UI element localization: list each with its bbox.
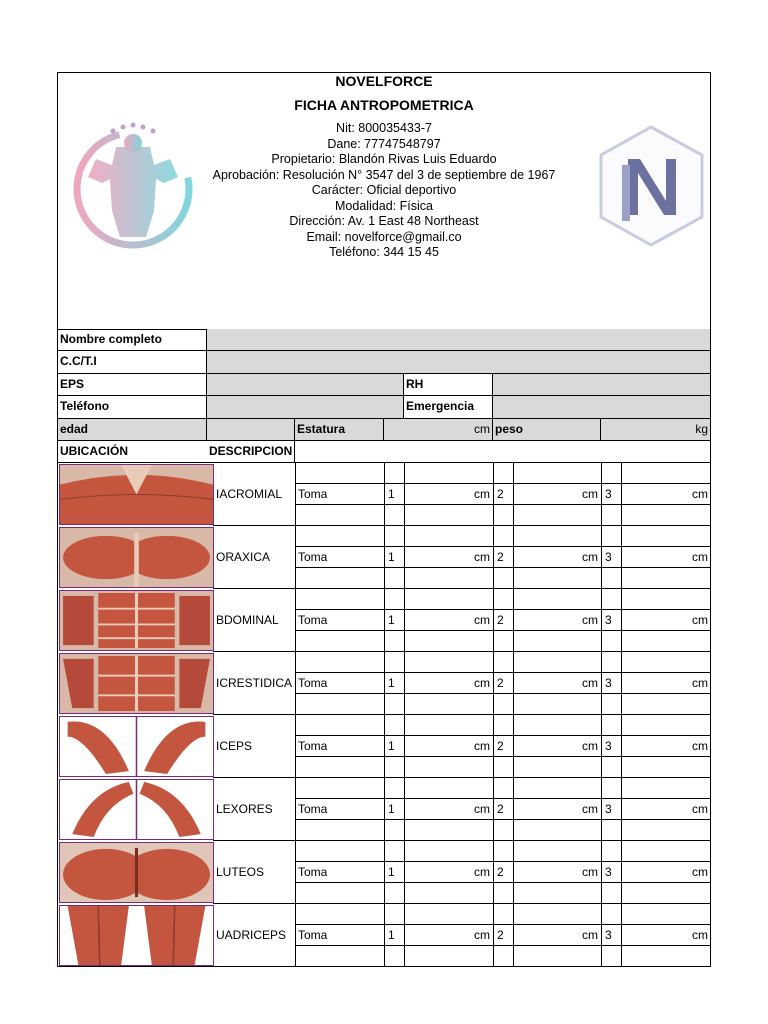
measurement-description: ORAXICA — [216, 550, 271, 564]
take-2-value[interactable]: cm — [582, 676, 598, 690]
take-3-value[interactable]: cm — [692, 802, 708, 816]
peso-unit: kg — [601, 419, 710, 440]
measurement-description: LEXORES — [216, 802, 273, 816]
take-2-value[interactable]: cm — [582, 865, 598, 879]
take-number: 2 — [497, 676, 504, 690]
measurement-description: BDOMINAL — [216, 613, 279, 627]
toma-label: Toma — [298, 865, 328, 879]
take-number: 1 — [388, 676, 395, 690]
take-2-value[interactable]: cm — [582, 487, 598, 501]
row-nombre — [58, 329, 710, 351]
telefono-field[interactable] — [207, 396, 404, 418]
take-number: 1 — [388, 802, 395, 816]
form-title: FICHA ANTROPOMETRICA — [294, 97, 474, 113]
take-2-value[interactable]: cm — [582, 550, 598, 564]
take-number: 3 — [605, 676, 612, 690]
take-1-value[interactable]: cm — [474, 865, 490, 879]
take-1-value[interactable]: cm — [474, 487, 490, 501]
ubicacion-header: UBICACIÓN — [60, 444, 128, 458]
column-divider — [601, 589, 602, 652]
measurement-description: IACROMIAL — [216, 487, 283, 501]
take-number: 1 — [388, 550, 395, 564]
take-1-value[interactable]: cm — [474, 550, 490, 564]
toma-label: Toma — [298, 928, 328, 942]
take-1-value[interactable]: cm — [474, 676, 490, 690]
take-3-value[interactable]: cm — [692, 865, 708, 879]
take-3-value[interactable]: cm — [692, 550, 708, 564]
column-divider — [601, 841, 602, 904]
info-line: Teléfono: 344 15 45 — [329, 245, 439, 259]
cc-field[interactable] — [207, 351, 710, 373]
info-line: Carácter: Oficial deportivo — [311, 183, 457, 197]
eps-field[interactable] — [207, 374, 404, 395]
row-telefono — [58, 396, 710, 419]
rh-field[interactable] — [493, 374, 710, 395]
n-logo-icon — [594, 123, 709, 249]
eps-label: EPS — [58, 374, 207, 395]
take-number: 3 — [605, 487, 612, 501]
row-cc — [58, 351, 710, 374]
take-number: 2 — [497, 802, 504, 816]
take-3-value[interactable]: cm — [692, 487, 708, 501]
info-line: Dane: 77747548797 — [327, 136, 441, 151]
take-number: 2 — [497, 928, 504, 942]
take-3-value[interactable]: cm — [692, 928, 708, 942]
info-line: Modalidad: Física — [335, 198, 433, 213]
column-divider — [384, 652, 385, 715]
take-number: 3 — [605, 928, 612, 942]
toma-label: Toma — [298, 550, 328, 564]
measurement-description: ICEPS — [216, 739, 253, 753]
measurement-row — [58, 778, 710, 841]
estatura-unit: cm — [384, 419, 493, 440]
column-divider — [384, 841, 385, 904]
info-line: Dirección: Av. 1 East 48 Northeast — [289, 214, 479, 228]
take-1-value[interactable]: cm — [474, 928, 490, 942]
descripcion-header: DESCRIPCION — [207, 441, 295, 462]
column-divider — [493, 652, 494, 715]
row-divider — [295, 504, 710, 505]
cc-label: C.C/T.I — [58, 351, 207, 373]
column-divider — [384, 589, 385, 652]
column-divider — [493, 778, 494, 841]
take-number: 1 — [388, 739, 395, 753]
measurement-row — [58, 715, 710, 778]
peso-label: peso — [493, 419, 601, 440]
forearm-icon — [59, 779, 214, 840]
table-header — [58, 441, 710, 463]
gym-logo-icon — [66, 119, 201, 251]
row-divider — [295, 567, 710, 568]
glutes-icon — [59, 842, 214, 903]
take-number: 3 — [605, 865, 612, 879]
take-number: 3 — [605, 739, 612, 753]
biceps-icon — [59, 716, 214, 777]
column-divider — [601, 652, 602, 715]
row-divider — [295, 882, 710, 883]
column-divider — [601, 463, 602, 526]
column-divider — [493, 526, 494, 589]
column-divider — [384, 904, 385, 967]
column-divider — [493, 589, 494, 652]
column-divider — [493, 841, 494, 904]
take-1-value[interactable]: cm — [474, 739, 490, 753]
column-divider — [384, 526, 385, 589]
anthropometric-form — [57, 72, 711, 967]
toma-label: Toma — [298, 676, 328, 690]
take-number: 3 — [605, 613, 612, 627]
emergencia-field[interactable] — [493, 396, 710, 418]
row-divider — [295, 819, 710, 820]
column-divider — [384, 715, 385, 778]
take-2-value[interactable]: cm — [582, 739, 598, 753]
column-divider — [384, 778, 385, 841]
take-number: 3 — [605, 802, 612, 816]
column-divider — [601, 904, 602, 967]
take-1-value[interactable]: cm — [474, 613, 490, 627]
toma-label: Toma — [298, 613, 328, 627]
measurement-description: LUTEOS — [216, 865, 265, 879]
column-divider — [493, 463, 494, 526]
row-eps — [58, 374, 710, 396]
measurement-description: ICRESTIDICA — [216, 676, 293, 690]
toma-label: Toma — [298, 487, 328, 501]
waist-icon — [59, 653, 214, 714]
rh-label: RH — [404, 374, 493, 395]
take-number: 1 — [388, 487, 395, 501]
take-3-value[interactable]: cm — [692, 739, 708, 753]
take-3-value[interactable]: cm — [692, 676, 708, 690]
row-divider — [295, 756, 710, 757]
telefono-label: Teléfono — [58, 396, 207, 418]
form-header — [58, 73, 710, 330]
info-line: Nit: 800035433-7 — [336, 121, 432, 135]
estatura-label: Estatura — [295, 419, 384, 440]
take-3-value[interactable]: cm — [692, 613, 708, 627]
take-2-value[interactable]: cm — [582, 928, 598, 942]
row-divider — [213, 966, 295, 967]
measurement-row — [58, 589, 710, 652]
take-number: 1 — [388, 865, 395, 879]
column-divider — [493, 904, 494, 967]
measurement-row — [58, 652, 710, 715]
measurement-row — [58, 526, 710, 589]
take-number: 2 — [497, 550, 504, 564]
take-number: 2 — [497, 865, 504, 879]
row-edad — [58, 419, 710, 441]
column-divider — [384, 463, 385, 526]
take-number: 2 — [497, 739, 504, 753]
take-1-value[interactable]: cm — [474, 802, 490, 816]
toma-label: Toma — [298, 802, 328, 816]
nombre-field[interactable] — [207, 329, 710, 350]
info-line: Propietario: Blandón Rivas Luis Eduardo — [271, 152, 497, 166]
column-divider — [601, 526, 602, 589]
quadriceps-icon — [59, 905, 214, 966]
take-2-value[interactable]: cm — [582, 613, 598, 627]
nombre-label: Nombre completo — [58, 329, 207, 350]
info-line: Email: novelforce@gmail.co — [306, 229, 462, 244]
row-divider — [295, 693, 710, 694]
company-name: NOVELFORCE — [335, 73, 433, 89]
shoulders-icon — [59, 464, 214, 525]
take-number: 1 — [388, 928, 395, 942]
measurement-row — [58, 841, 710, 904]
chest-icon — [59, 527, 214, 588]
company-info — [188, 121, 580, 261]
edad-label: edad — [58, 419, 207, 440]
measurement-description: UADRICEPS — [216, 928, 287, 942]
take-number: 3 — [605, 550, 612, 564]
emergencia-label: Emergencia — [404, 396, 493, 418]
take-number: 2 — [497, 613, 504, 627]
measurement-row — [58, 904, 710, 967]
take-number: 1 — [388, 613, 395, 627]
row-divider — [295, 630, 710, 631]
info-line: Aprobación: Resolución N° 3547 del 3 de septiembre de 1967 — [212, 167, 556, 182]
edad-field[interactable] — [207, 419, 295, 440]
column-divider — [601, 778, 602, 841]
abdomen-icon — [59, 590, 214, 651]
column-divider — [493, 715, 494, 778]
row-divider — [295, 966, 710, 967]
toma-label: Toma — [298, 739, 328, 753]
row-divider — [295, 945, 710, 946]
measurement-row — [58, 463, 710, 526]
column-divider — [601, 715, 602, 778]
take-2-value[interactable]: cm — [582, 802, 598, 816]
take-number: 2 — [497, 487, 504, 501]
